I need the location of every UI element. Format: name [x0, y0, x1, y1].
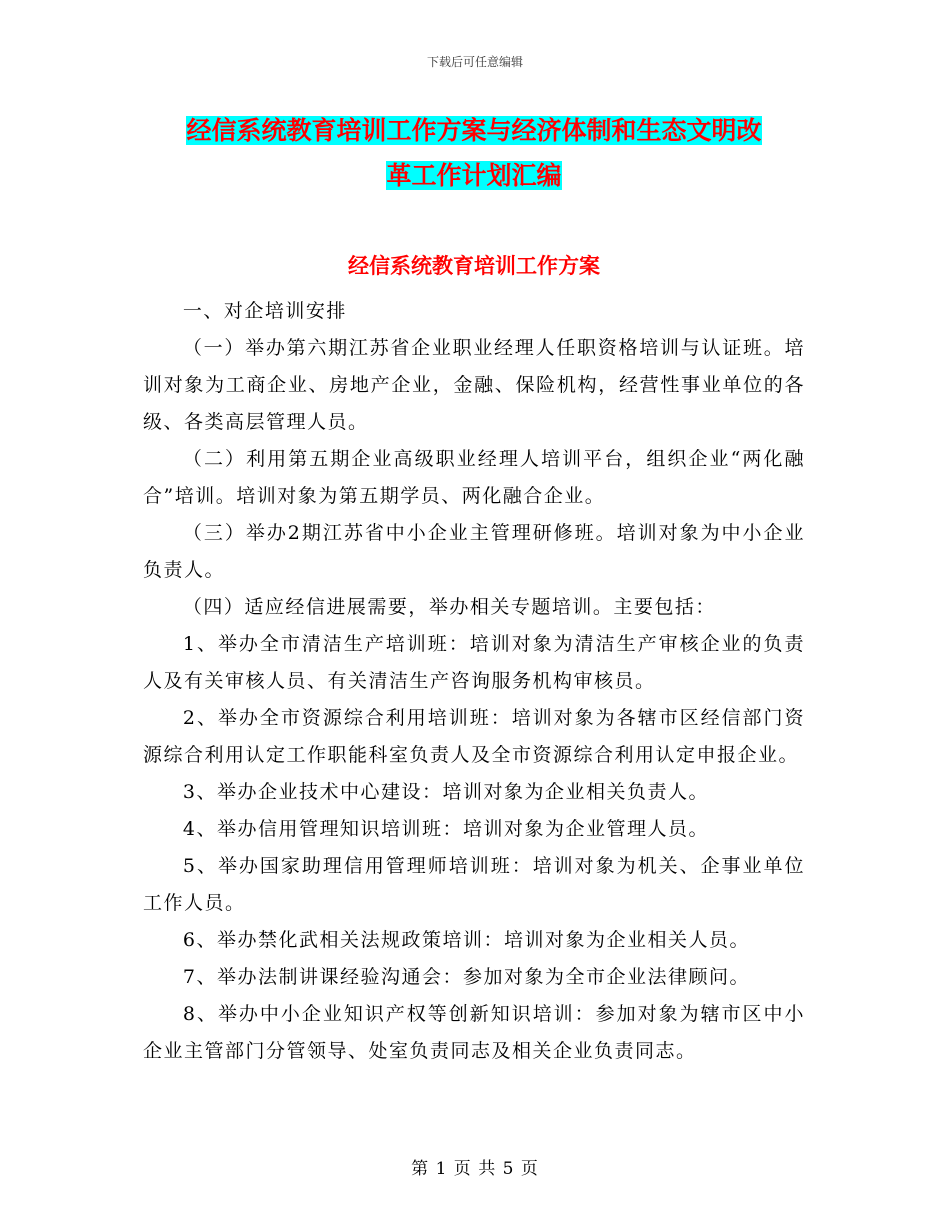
- paragraph: （三）举办2期江苏省中小企业主管理研修班。培训对象为中小企业负责人。: [143, 522, 805, 581]
- paragraph: 3、举办企业技术中心建设：培训对象为企业相关负责人。: [182, 781, 709, 803]
- paragraph: 5、举办国家助理信用管理师培训班：培训对象为机关、企事业单位工作人员。: [143, 855, 805, 914]
- paragraph: 8、举办中小企业知识产权等创新知识培训：参加对象为辖市区中小企业主管部门分管领导、处室负责同志及相关企业负责同志。: [143, 1003, 805, 1062]
- paragraph: 7、举办法制讲课经验沟通会：参加对象为全市企业法律顾问。: [182, 966, 750, 988]
- paragraph: 4、举办信用管理知识培训班：培训对象为企业管理人员。: [182, 818, 709, 840]
- page-number-footer: 第 1 页 共 5 页: [411, 1159, 539, 1179]
- paragraph: （一）举办第六期江苏省企业职业经理人任职资格培训与认证班。培训对象为工商企业、房地产企业，金融、保险机构，经营性事业单位的各级、各类高层管理人员。: [143, 337, 805, 433]
- paragraph: 1、举办全市清洁生产培训班：培训对象为清洁生产审核企业的负责人及有关审核人员、有关清洁生产咨询服务机构审核员。: [143, 633, 805, 692]
- paragraph: （四）适应经信进展需要，举办相关专题培训。主要包括：: [182, 596, 716, 618]
- paragraph: （二）利用第五期企业高级职业经理人培训平台，组织企业“两化融合”培训。培训对象为第五期学员、两化融合企业。: [143, 448, 805, 507]
- paragraph: 2、举办全市资源综合利用培训班：培训对象为各辖市区经信部门资源综合利用认定工作职能科室负责人及全市资源综合利用认定申报企业。: [143, 707, 805, 766]
- header-note: 下载后可任意编辑: [426, 55, 523, 69]
- paragraph: 6、举办禁化武相关法规政策培训：培训对象为企业相关人员。: [182, 929, 750, 951]
- document-title-line2: 革工作计划汇编: [386, 161, 562, 190]
- document-body: [143, 293, 805, 1070]
- document-title: [143, 108, 805, 198]
- paragraph-heading-1: 一、对企培训安排: [182, 300, 347, 322]
- document-title-line1: 经信系统教育培训工作方案与经济体制和生态文明改: [186, 116, 762, 145]
- section-title: 经信系统教育培训工作方案: [348, 254, 600, 278]
